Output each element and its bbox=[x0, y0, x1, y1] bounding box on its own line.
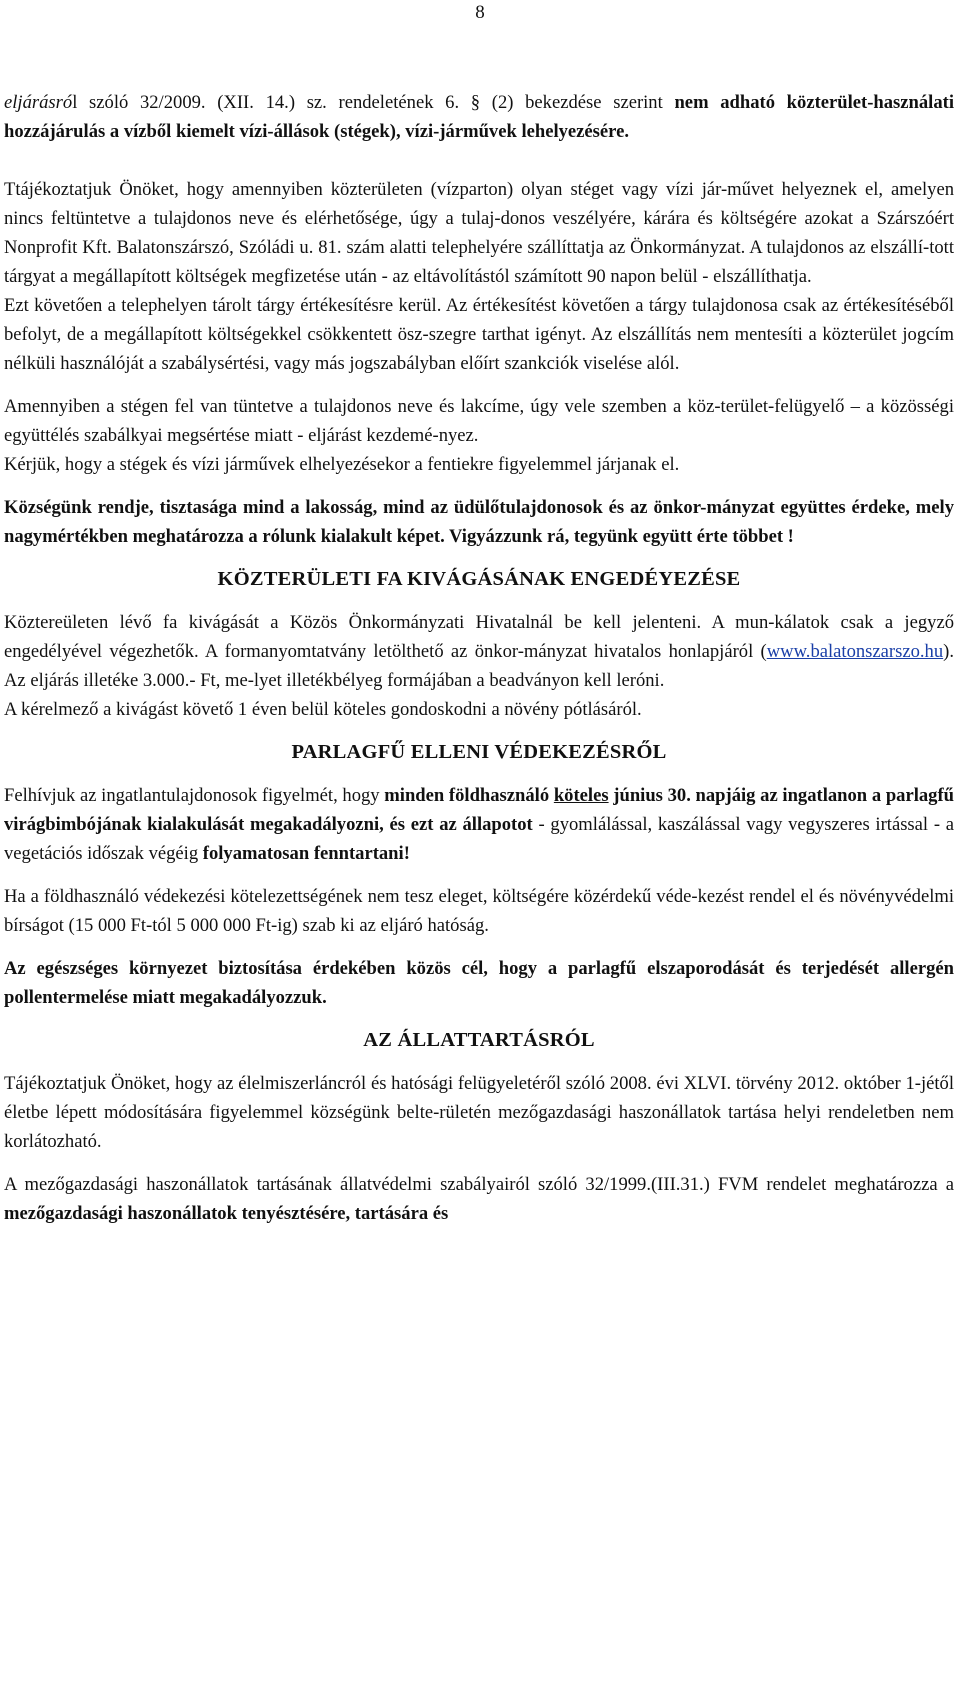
page-number: 8 bbox=[475, 2, 485, 23]
bold-text: nem adható közterület-használati hozzájárulás a vízből kiemelt vízi-állások (stégek), vízi-járművek lehelyezésére. bbox=[4, 92, 954, 142]
paragraph-ragweed-duty: Felhívjuk az ingatlantulajdonosok figyelmét, hogy minden földhasználó köteles június 30. napjáig az ingatlanon a parlagfű virágbimbójának kialakulását megakadályozni, és ezt az állapotot - gyomlálással, kaszálással vagy vegyszeres irtással - a vegetációs időszak végéig folyamatosan fenntartani! bbox=[4, 785, 955, 864]
italic-text: eljárásró bbox=[4, 92, 73, 113]
paragraph-sale: Ezt követően a telephelyen tárolt tárgy értékesítésre kerül. Az értékesítést követően a tárgy tulajdonosa csak az értékesítéséből befolyt, de a megállapított költségekkel csökkentett ösz-szegre tarthat igényt. Az elszállítás nem mentesíti a közterület jogcím nélküli használóját a szabálysértési, vagy más jogszabályban előírt szankciók viselése alól. bbox=[4, 295, 954, 374]
paragraph-tree-felling: Köztereületen lévő fa kivágását a Közös Önkormányzati Hivatalnál be kell jelenteni. A mun-kálatok csak a jegyző engedélyével végezhetők. A formanyomtatvány letölthető az önkor-mányzat hivatalos honlapjáról (www.balatonszarszo.hu). Az eljárás illetéke 3.000.- Ft, me-lyet illetékbélyeg formájában a beadványon kell leróni. bbox=[4, 612, 954, 691]
website-link[interactable]: www.balatonszarszo.hu bbox=[766, 641, 944, 662]
document-body bbox=[4, 88, 954, 1228]
paragraph-notice: Ttájékoztatjuk Önöket, hogy amennyiben közterületen (vízparton) olyan stéget vagy vízi jár-művet helyeznek el, amelyen nincs feltüntetve a tulajdonos neve és elérhetősége, úgy a tulaj-donos veszélyére, kárára és költségére azokat a Szárszóért Nonprofit Kft. Balatonszárszó, Szóládi u. 81. szám alatti telephelyére szállíttatja az Önkormányzat. A tulajdonos az elszállí-tott tárgyat a megállapított költségek megfizetése után - az eltávolítástól számított 90 napon belül - elszállíthatja. bbox=[4, 179, 954, 287]
paragraph-request: Kérjük, hogy a stégek és vízi járművek elhelyezésekor a fentiekre figyelemmel járjanak el. bbox=[4, 454, 680, 475]
paragraph-ragweed-goal: Az egészséges környezet biztosítása érdekében közös cél, hogy a parlagfű elszaporodását és terjedését allergén pollentermelése miatt megakadályozzuk. bbox=[4, 958, 954, 1008]
heading-tree-felling: KÖZTERÜLETI FA KIVÁGÁSÁNAK ENGEDÉYEZÉSE bbox=[217, 568, 741, 590]
paragraph-community-appeal: Községünk rendje, tisztasága mind a lakosság, mind az üdülőtulajdonosok és az önkor-mányzat együttes érdeke, mely nagymértékben meghatározza a rólunk kialakult képet. Vigyázzunk rá, tegyünk együtt érte többet ! bbox=[4, 497, 954, 547]
paragraph-replacement: A kérelmező a kivágást követő 1 éven belül köteles gondoskodni a növény pótlásáról. bbox=[4, 699, 642, 720]
heading-ragweed: PARLAGFŰ ELLENI VÉDEKEZÉSRŐL bbox=[291, 741, 667, 763]
paragraph-fvm-decree: A mezőgazdasági haszonállatok tartásának állatvédelmi szabályairól szóló 32/1999.(III.31.) FVM rendelet meghatározza a mezőgazdasági haszonállatok tenyésztésére, tartására és bbox=[4, 1174, 954, 1224]
paragraph-ragweed-fine: Ha a földhasználó védekezési kötelezettségének nem tesz eleget, költségére közérdekű véde-kezést rendel el és növényvédelmi bírságot (15 000 Ft-tól 5 000 000 Ft-ig) szab ki az eljáró hatóság. bbox=[4, 886, 954, 936]
paragraph-stegek-rule: eljárásról szóló 32/2009. (XII. 14.) sz. rendeletének 6. § (2) bekezdése szerint nem adható közterület-használati hozzájárulás a vízből kiemelt vízi-állások (stégek), vízi-járművek lehelyezésére. bbox=[4, 92, 954, 142]
heading-animal-keeping: AZ ÁLLATTARTÁSRÓL bbox=[363, 1029, 595, 1051]
paragraph-animal-law: Tájékoztatjuk Önöket, hogy az élelmiszerláncról és hatósági felügyeletéről szóló 2008. évi XLVI. törvény 2012. október 1-jétől életbe lépett módosítására figyelemmel községünk belte-rületén mezőgazdasági haszonállatok tartása helyi rendeletben nem korlátozható. bbox=[4, 1073, 954, 1152]
paragraph-owner-procedure: Amennyiben a stégen fel van tüntetve a tulajdonos neve és lakcíme, úgy vele szemben a köz-terület-felügyelő – a közösségi együttélés szabálkyai megsértése miatt - eljárást kezdemé-nyez. bbox=[4, 396, 954, 446]
